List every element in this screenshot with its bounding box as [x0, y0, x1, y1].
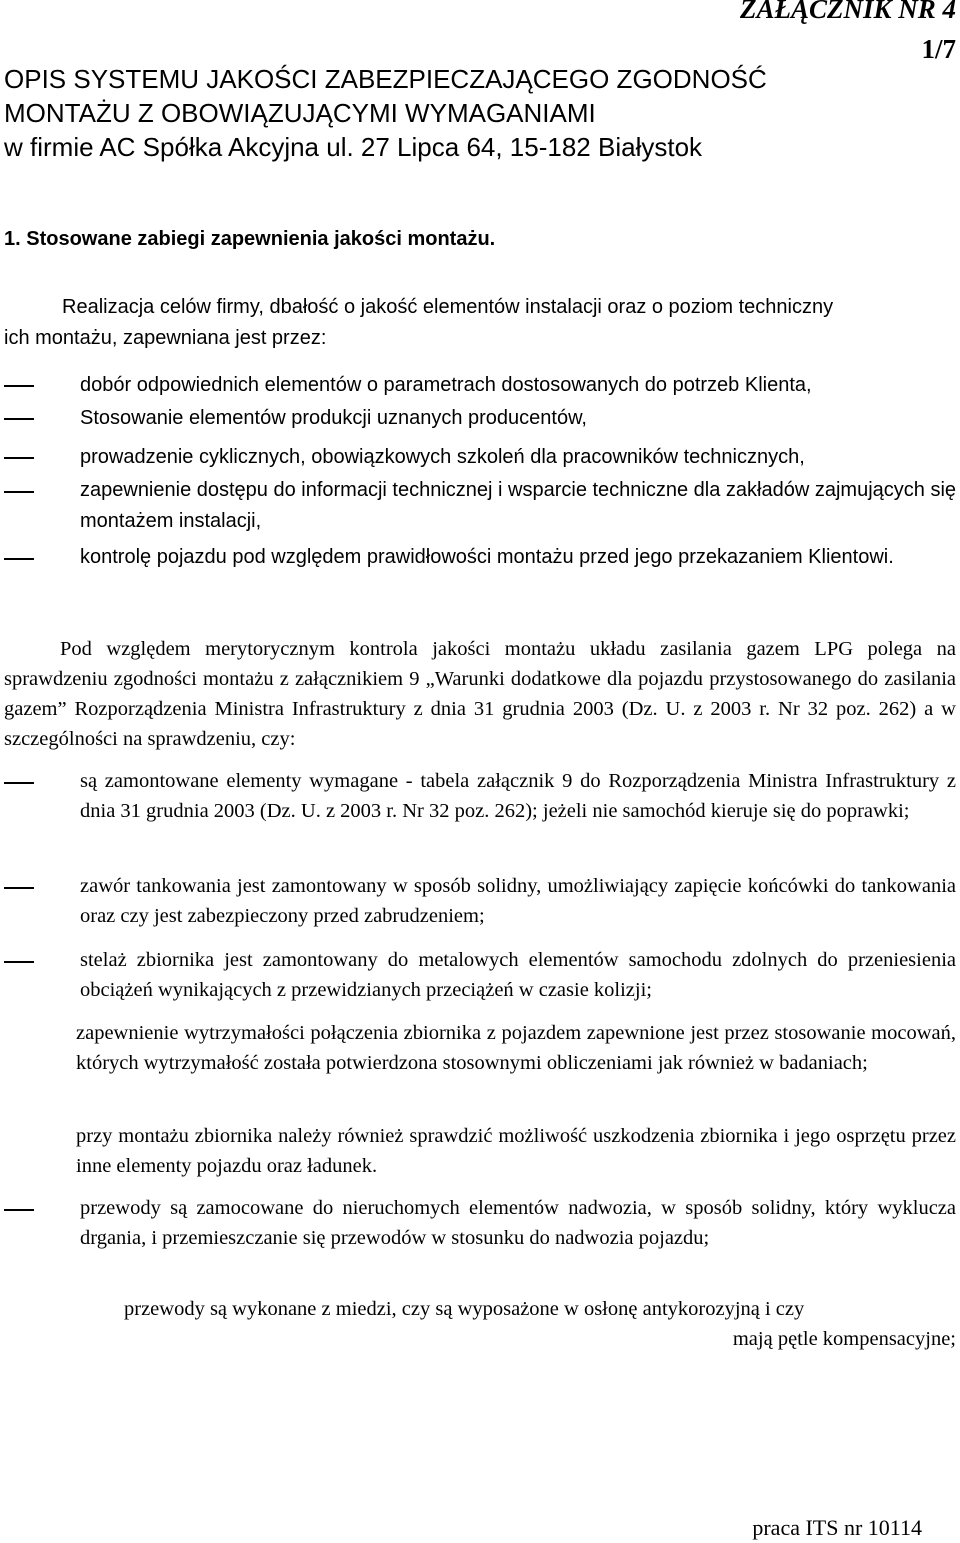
page-number: 1/7	[921, 34, 956, 64]
last-item-line-2: mają pętle kompensacyjne;	[732, 1328, 956, 1350]
plain-item: przy montażu zbiornika należy również sprawdzić możliwość uszkodzenia zbiornika i jego osprzętu przez inne elementy pojazdu oraz ładunek.	[76, 1125, 956, 1177]
bullet-dash	[4, 558, 34, 560]
list-item: zawór tankowania jest zamontowany w sposób solidny, umożliwiający zapięcie końcówki do tankowania oraz czy jest zabezpieczony przed zabrudzeniem;	[80, 875, 956, 927]
title-line-2: MONTAŻU Z OBOWIĄZUJĄCYMI WYMAGANIAMI	[4, 98, 596, 128]
bullet-dash	[4, 418, 34, 420]
bullet-dash	[4, 491, 34, 493]
list-item: zapewnienie dostępu do informacji technicznej i wsparcie techniczne dla zakładów zajmujących się montażem instalacji,	[80, 479, 957, 532]
bullet-dash	[4, 887, 34, 889]
bullet-dash	[4, 961, 34, 963]
list-item: kontrolę pojazdu pod względem prawidłowości montażu przed jego przekazaniem Klientowi.	[80, 546, 894, 568]
title-line-1: OPIS SYSTEMU JAKOŚCI ZABEZPIECZAJĄCEGO ZGODNOŚĆ	[4, 64, 767, 94]
list-item: Stosowanie elementów produkcji uznanych producentów,	[80, 407, 587, 429]
list-item: stelaż zbiornika jest zamontowany do metalowych elementów samochodu zdolnych do przeniesienia obciążeń wynikających z przewidzianych przeciążeń w czasie kolizji;	[80, 949, 956, 1001]
intro-line-2: ich montażu, zapewniana jest przez:	[4, 327, 327, 349]
attachment-label: ZAŁĄCZNIK NR 4	[739, 0, 956, 24]
title-line-3: w firmie AC Spółka Akcyjna ul. 27 Lipca 64, 15-182 Białystok	[4, 132, 703, 162]
bullet-dash	[4, 782, 34, 784]
body-paragraph: Pod względem merytorycznym kontrola jakości montażu układu zasilania gazem LPG polega na sprawdzeniu zgodności montażu z załącznikiem 9 „Warunki dodatkowe dla pojazdu przystosowanego do zasilania gazem” Rozporządzenia Ministra Infrastruktury z dnia 31 grudnia 2003 (Dz. U. z 2003 r. Nr 32 poz. 262) a w szczególności na sprawdzeniu, czy:	[4, 638, 956, 750]
bullet-dash	[4, 457, 34, 459]
bullet-dash	[4, 1209, 34, 1211]
plain-item: zapewnienie wytrzymałości połączenia zbiornika z pojazdem zapewnione jest przez stosowanie mocowań, których wytrzymałość została potwierdzona stosownymi obliczeniami jak również w badaniach;	[76, 1022, 956, 1074]
footer-text: praca ITS nr 10114	[752, 1515, 922, 1540]
list-item: przewody są zamocowane do nieruchomych elementów nadwozia, w sposób solidny, który wyklucza drgania, i przemieszczanie się przewodów w stosunku do nadwozia pojazdu;	[80, 1197, 956, 1249]
list-item: prowadzenie cyklicznych, obowiązkowych szkoleń dla pracowników technicznych,	[80, 446, 805, 468]
list-item: dobór odpowiednich elementów o parametrach dostosowanych do potrzeb Klienta,	[80, 374, 812, 396]
section-heading: 1. Stosowane zabiegi zapewnienia jakości montażu.	[4, 228, 496, 250]
last-item-line-1: przewody są wykonane z miedzi, czy są wyposażone w osłonę antykorozyjną i czy	[124, 1298, 805, 1320]
intro-line-1: Realizacja celów firmy, dbałość o jakość elementów instalacji oraz o poziom techniczny	[62, 296, 834, 318]
list-item: są zamontowane elementy wymagane - tabela załącznik 9 do Rozporządzenia Ministra Infrastruktury z dnia 31 grudnia 2003 (Dz. U. z 2003 r. Nr 32 poz. 262); jeżeli nie samochód kieruje się do poprawki;	[80, 770, 956, 822]
bullet-dash	[4, 385, 34, 387]
